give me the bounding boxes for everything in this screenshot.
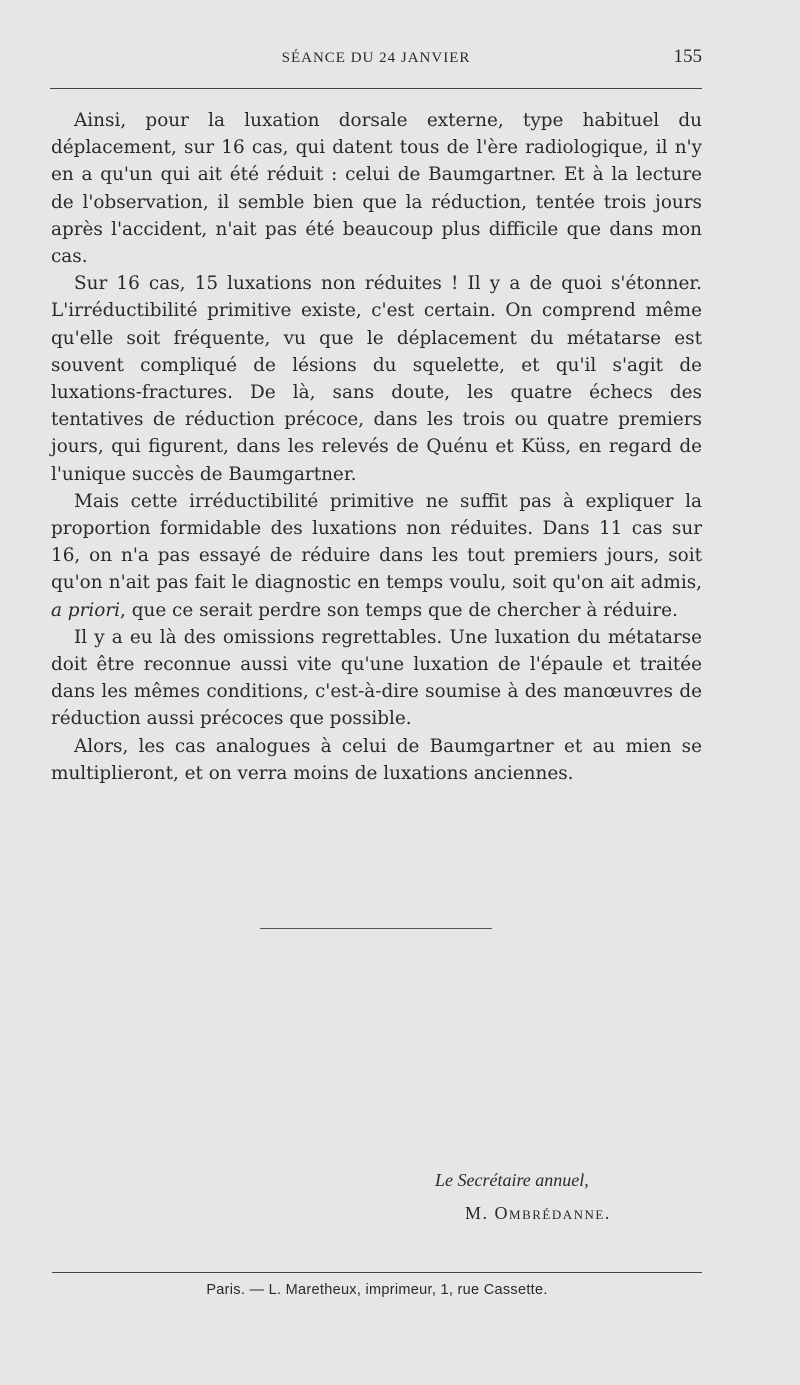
footer-rule: [52, 1272, 702, 1273]
paragraph: Sur 16 cas, 15 luxations non réduites ! Il y a de quoi s'étonner. L'irréductibilité primitive existe, c'est certain. On comprend même qu'elle soit fréquente, vu que le déplacement du métatarse est souvent compliqué de lésions du squelette, et qu'il s'agit de luxations-fractures. De là, sans doute, les quatre échecs des tentatives de réduction précoce, dans les trois ou quatre premiers jours, qui figurent, dans les relevés de Quénu et Küss, en regard de l'unique succès de Baumgartner.: [51, 273, 702, 485]
paragraph-text: Mais cette irréductibilité primitive ne suffit pas à expliquer la proportion formidable des luxations non réduites. Dans 11 cas sur 16, on n'a pas essayé de réduire dans les tout premiers jours, soit qu'on n'ait pas fait le diagnostic en temps voulu, soit qu'on ait admis,: [51, 490, 702, 594]
section-end-rule: [260, 928, 492, 929]
signature-name: M. Ombrédanne.: [465, 1203, 611, 1223]
page-number: 155: [673, 46, 702, 67]
header-rule: [50, 88, 702, 89]
paragraph: Il y a eu là des omissions regrettables. Une luxation du métatarse doit être reconnue aussi vite qu'une luxation de l'épaule et traitée dans les mêmes conditions, c'est-à-dire soumise à des manœuvres de réduction aussi précoces que possible.: [51, 626, 702, 730]
paragraph: [51, 488, 702, 624]
running-head: [50, 46, 702, 70]
printer-imprint: Paris. — L. Maretheux, imprimeur, 1, rue Cassette.: [206, 1282, 548, 1298]
paragraph: Alors, les cas analogues à celui de Baumgartner et au mien se multiplieront, et on verra moins de luxations anciennes.: [51, 735, 702, 784]
signature-role: Le Secrétaire annuel,: [435, 1170, 589, 1190]
paragraph-text: , que ce serait perdre son temps que de chercher à réduire.: [120, 599, 678, 621]
italic-phrase: a priori: [51, 599, 121, 621]
running-title: SÉANCE DU 24 JANVIER: [281, 50, 471, 66]
paragraph: Ainsi, pour la luxation dorsale externe, type habituel du déplacement, sur 16 cas, qui datent tous de l'ère radiologique, il n'y en a qu'un qui ait été réduit : celui de Baumgartner. Et à la lecture de l'observation, il semble bien que la réduction, tentée trois jours après l'accident, n'ait pas été beaucoup plus difficile que dans mon cas.: [51, 110, 702, 268]
body-text: [51, 107, 702, 787]
